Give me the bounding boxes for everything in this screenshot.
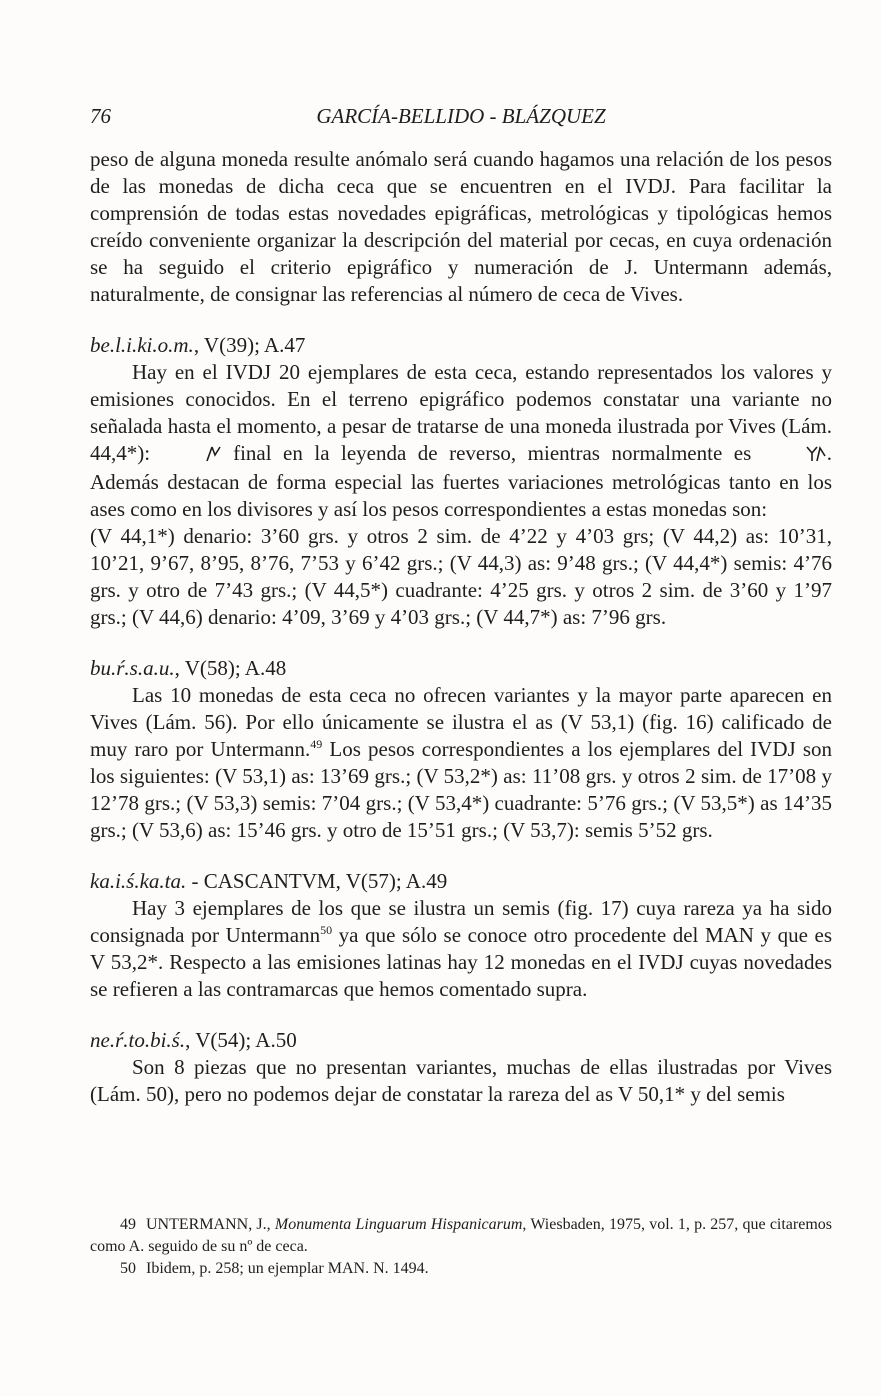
entry-paragraph bbox=[90, 682, 832, 844]
footnote-ref[interactable]: 49 bbox=[310, 737, 323, 751]
body-text bbox=[90, 146, 832, 1108]
entry-heading-kaiskata bbox=[90, 868, 832, 895]
paragraph-text: . Además destacan de forma especial las fuertes variaciones metrológicas tanto en los ases como en los divisores y así los pesos correspondientes a estas monedas son: bbox=[90, 441, 832, 521]
entry-heading-belikiom bbox=[90, 332, 832, 359]
running-title: GARCÍA-BELLIDO - BLÁZQUEZ bbox=[316, 104, 606, 128]
running-header bbox=[90, 104, 832, 134]
footnote-text: , Wiesbaden, 1975, vol. 1, p. 257, que citaremos como A. seguido de su nº de ceca. bbox=[90, 1216, 833, 1255]
footnote-author: UNTERMANN bbox=[146, 1216, 249, 1233]
entry-paragraph bbox=[90, 895, 832, 1003]
weights-paragraph: (V 44,1*) denario: 3’60 grs. y otros 2 sim. de 4’22 y 4’03 grs; (V 44,2) as: 10’31, 10’21, 9’67, 8’95, 8’76, 7’53 y 6’42 grs.; (V 44,3) as: 9’48 grs.; (V 44,4*) semis: 4’76 grs. y otro de 7’43 grs.; (V 44,5*) cuadrante: 4’25 grs. y otros 2 sim. de 3’60 y 1’97 grs.; (V 44,6) denario: 4’09, 3’69 y 4’03 grs.; (V 44,7*) as: 7’96 grs. bbox=[90, 524, 832, 629]
mint-legend: ka.i.ś.ka.ta. bbox=[90, 869, 187, 893]
footnote-number: 50 bbox=[120, 1260, 136, 1277]
footnotes bbox=[90, 1214, 832, 1280]
entry-heading-nertobis bbox=[90, 1027, 832, 1054]
footnote-text: , J., bbox=[248, 1216, 275, 1233]
footnote-text: Ibidem, p. 258; un ejemplar MAN. N. 1494. bbox=[146, 1260, 429, 1277]
mint-legend: bu.ŕ.s.a.u. bbox=[90, 656, 175, 680]
paragraph-text: final en la leyenda de reverso, mientras normalmente es bbox=[221, 441, 763, 465]
iberian-sign-variant-icon bbox=[162, 442, 222, 469]
paragraph-text: Los pesos correspondientes a los ejemplares del IVDJ son los siguientes: (V 53,1) as: 13’69 grs.; (V 53,2*) as: 11’08 grs. y otros 2 sim. de 17’08 y 12’78 grs.; (V 53,3) semis: 7’04 grs.; (V 53,4*) cuadrante: 5’76 grs.; (V 53,5*) as 14’35 grs.; (V 53,6) as: 15’46 grs. y otro de 15’51 grs.; (V 53,7): semis 5’52 grs. bbox=[90, 737, 832, 842]
iberian-sign-normal-icon bbox=[763, 442, 827, 469]
paragraph-text: Hay 3 ejemplares de los que se ilustra un semis (fig. 17) cuya rareza ya ha sido consignada por Untermann bbox=[90, 896, 832, 947]
mint-reference: , V(39); A.47 bbox=[193, 333, 306, 357]
footnote-number: 49 bbox=[120, 1216, 136, 1233]
entry-paragraph bbox=[90, 359, 832, 523]
footnote-title: Monumenta Linguarum Hispanicarum bbox=[274, 1216, 523, 1233]
entry-paragraph: Son 8 piezas que no presentan variantes, muchas de ellas ilustradas por Vives (Lám. 50), pero no podemos dejar de constatar la rareza del as V 50,1* y del semis bbox=[90, 1055, 832, 1106]
footnote-ref[interactable]: 50 bbox=[320, 923, 333, 937]
mint-legend: be.l.i.ki.o.m. bbox=[90, 333, 194, 357]
mint-reference: , V(58); A.48 bbox=[174, 656, 287, 680]
footnote-49 bbox=[90, 1214, 832, 1258]
paragraph-text: Las 10 monedas de esta ceca no ofrecen variantes y la mayor parte aparecen en Vives (Lám. 56). Por ello únicamente se ilustra el as (V 53,1) (fig. 16) calificado de muy raro por Untermann. bbox=[90, 683, 832, 761]
paragraph-text: Hay en el IVDJ 20 ejemplares de esta ceca, estando representados los valores y emisiones conocidos. En el terreno epigráfico podemos constatar una variante no señalada hasta el momento, a pesar de tratarse de una moneda ilustrada por Vives (Lám. 44,4*): bbox=[90, 360, 832, 465]
paragraph-text: ya que sólo se conoce otro procedente del MAN y que es V 53,2*. Respecto a las emisiones latinas hay 12 monedas en el IVDJ cuyas novedades se refieren a las contramarcas que hemos comentado supra. bbox=[90, 923, 833, 1001]
entry-heading-bursau bbox=[90, 655, 832, 682]
intro-paragraph: peso de alguna moneda resulte anómalo será cuando hagamos una relación de los pesos de las monedas de dicha ceca que se encuentren en el IVDJ. Para facilitar la comprensión de todas estas novedades epigráficas, metrológicas y tipológicas hemos creído conveniente organizar la descripción del material por cecas, en cuya ordenación se ha seguido el criterio epigráfico y numeración de J. Untermann además, naturalmente, de consignar las referencias al número de ceca de Vives. bbox=[90, 147, 832, 306]
page-number: 76 bbox=[90, 104, 111, 128]
footnote-50 bbox=[90, 1258, 832, 1280]
mint-reference: - CASCANTVM, V(57); A.49 bbox=[186, 869, 448, 893]
mint-reference: , V(54); A.50 bbox=[185, 1028, 297, 1052]
mint-legend: ne.ŕ.to.bi.ś. bbox=[90, 1028, 186, 1052]
